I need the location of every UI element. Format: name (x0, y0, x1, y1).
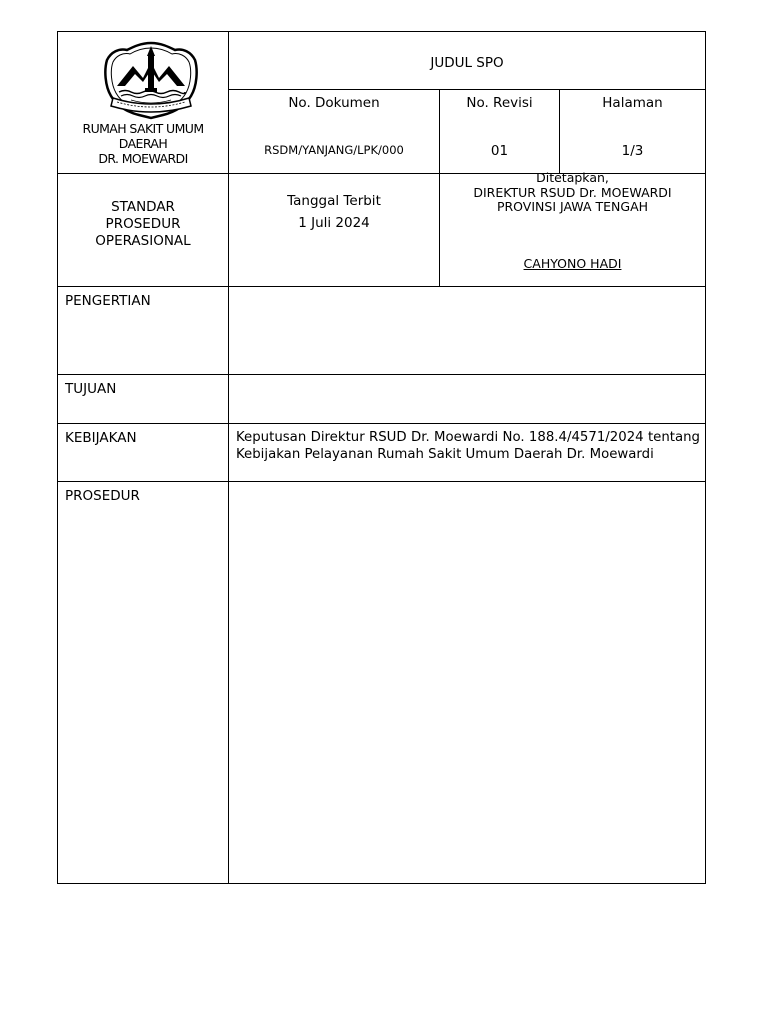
sop-document (57, 31, 706, 884)
hospital-logo (103, 40, 199, 124)
page-value: 1/3 (621, 143, 644, 159)
tujuan-divider (58, 423, 705, 424)
sop-type-line-1: STANDAR (111, 199, 175, 215)
issue-date-block (229, 190, 439, 234)
province-emblem-icon (103, 40, 199, 124)
revision-label: No. Revisi (466, 95, 533, 111)
pengertian-label: PENGERTIAN (65, 293, 151, 309)
sop-type-line-2: PROSEDUR (105, 216, 181, 232)
hospital-name-line-3: DR. MOEWARDI (98, 151, 188, 166)
title-row-divider (229, 89, 705, 90)
page-label: Halaman (602, 95, 663, 111)
issue-date-label: Tanggal Terbit (287, 193, 381, 209)
prosedur-label: PROSEDUR (65, 488, 140, 504)
kebijakan-content: Keputusan Direktur RSUD Dr. Moewardi No. 188.4/4571/2024 tentang Kebijakan Pelayanan Rumah Sakit Umum Daerah Dr. Moewardi (236, 430, 700, 462)
issue-date-value: 1 Juli 2024 (298, 215, 370, 231)
approval-line-2: DIREKTUR RSUD Dr. MOEWARDI (473, 184, 672, 200)
sop-row-divider (58, 286, 705, 287)
kebijakan-divider (58, 481, 705, 482)
tujuan-label: TUJUAN (65, 381, 117, 397)
sop-type-label (58, 199, 228, 250)
left-column-divider (228, 32, 229, 883)
doc-number-value: RSDM/YANJANG/LPK/000 (264, 143, 404, 157)
approval-block (440, 171, 705, 215)
hospital-name-line-1: RUMAH SAKIT UMUM (82, 121, 204, 136)
hospital-name-line-2: DAERAH (118, 136, 168, 151)
revision-value: 01 (490, 143, 509, 159)
sop-type-line-3: OPERASIONAL (95, 233, 191, 249)
signatory-name: CAHYONO HADI (523, 256, 622, 271)
pengertian-divider (58, 374, 705, 375)
approval-line-3: PROVINSI JAWA TENGAH (496, 199, 649, 214)
kebijakan-label: KEBIJAKAN (65, 430, 137, 446)
hospital-name (58, 121, 228, 166)
sop-title: JUDUL SPO (430, 55, 504, 71)
doc-number-label: No. Dokumen (288, 95, 380, 111)
approval-line-1: Ditetapkan, (536, 170, 609, 185)
